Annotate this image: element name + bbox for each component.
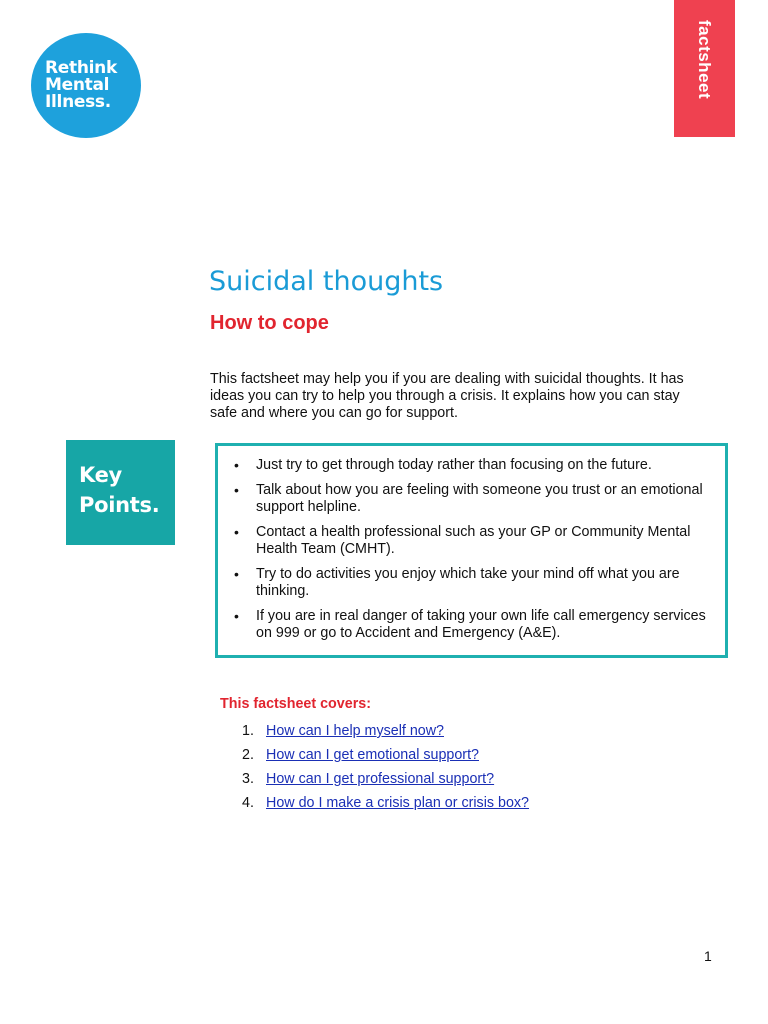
key-point-item: • If you are in real danger of taking your own life call emergency services on 999 or go to Accident and Emergency (A&E).	[256, 608, 715, 642]
covers-link-professional-support[interactable]: How can I get professional support?	[266, 771, 495, 787]
key-point-item: • Talk about how you are feeling with someone you trust or an emotional support helpline.	[256, 482, 715, 516]
list-number: 4.	[242, 795, 254, 811]
page-number: 1	[704, 948, 712, 964]
page-subtitle: How to cope	[210, 312, 329, 334]
key-points-line: Points.	[79, 493, 160, 517]
key-points-line: Key	[79, 463, 122, 487]
key-points-list	[218, 446, 725, 642]
key-points-label	[66, 440, 175, 545]
covers-link-emotional-support[interactable]: How can I get emotional support?	[266, 747, 479, 763]
key-points-box	[215, 443, 728, 658]
covers-link-crisis-plan[interactable]: How do I make a crisis plan or crisis box?	[266, 795, 529, 811]
key-point-item: • Try to do activities you enjoy which take your mind off what you are thinking.	[256, 566, 715, 600]
logo-line: Rethink	[45, 58, 117, 78]
list-item	[242, 767, 529, 791]
covers-list	[242, 719, 529, 815]
page-title: Suicidal thoughts	[209, 266, 444, 297]
list-number: 2.	[242, 747, 254, 763]
logo-line: Mental	[45, 75, 110, 95]
list-item	[242, 719, 529, 743]
key-point-item: • Contact a health professional such as your GP or Community Mental Health Team (CMHT).	[256, 524, 715, 558]
logo-line: Illness.	[45, 92, 111, 112]
factsheet-tab-label: factsheet	[695, 20, 714, 100]
covers-heading: This factsheet covers:	[220, 696, 371, 712]
list-item	[242, 791, 529, 815]
list-number: 3.	[242, 771, 254, 787]
intro-paragraph: This factsheet may help you if you are dealing with suicidal thoughts. It has ideas you can try to help you through a crisis. It explains how you can stay safe and where you can go for support.	[210, 371, 684, 421]
rethink-logo	[31, 33, 141, 138]
list-item	[242, 743, 529, 767]
key-point-item: • Just try to get through today rather than focusing on the future.	[256, 457, 715, 474]
factsheet-tab	[674, 0, 735, 137]
list-number: 1.	[242, 723, 254, 739]
covers-link-help-yourself[interactable]: How can I help myself now?	[266, 723, 444, 739]
